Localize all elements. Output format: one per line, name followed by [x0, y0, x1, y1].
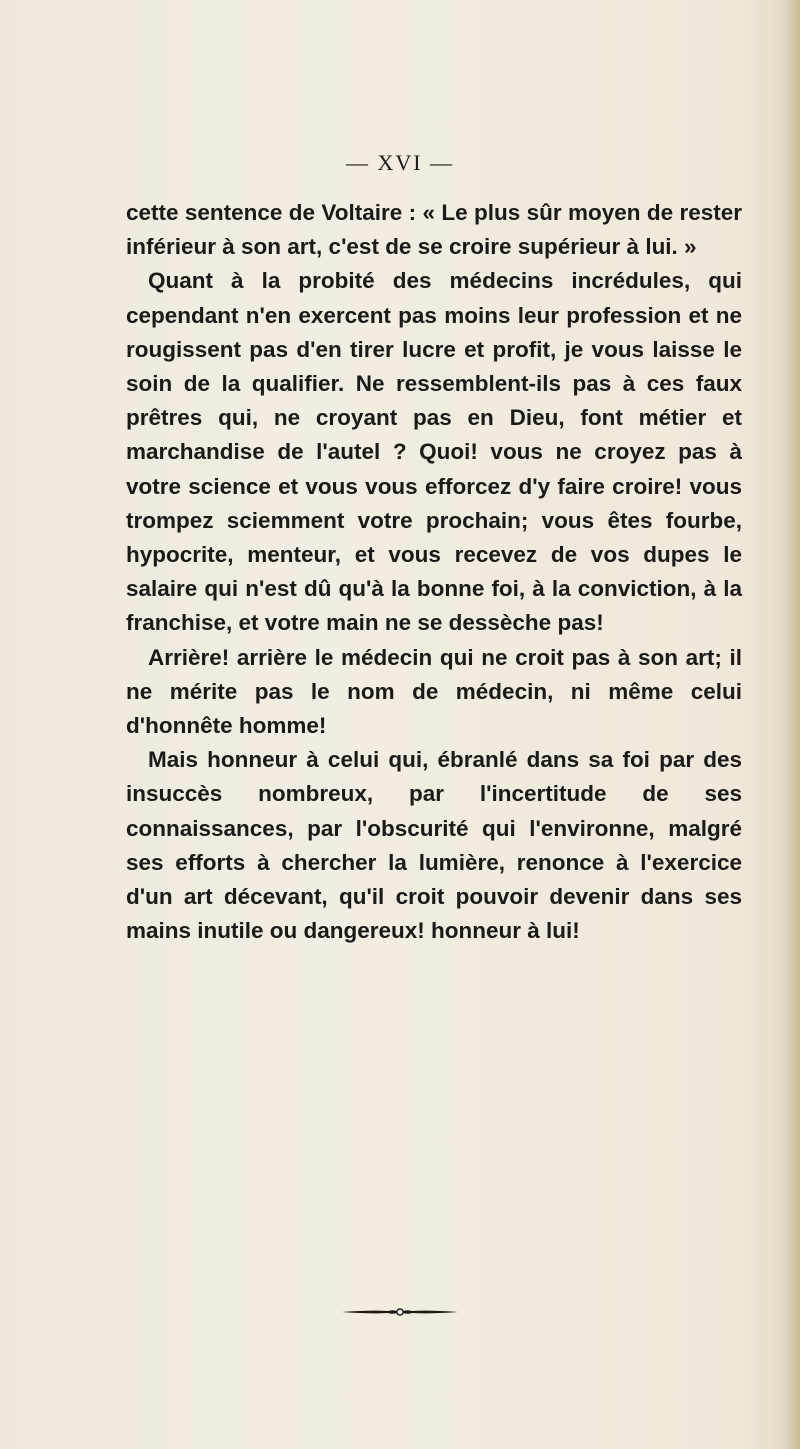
paragraph-3: Arrière! arrière le médecin qui ne croit pas à son art; il ne mérite pas le nom de médecin, ni même celui d'honnête homme! — [126, 644, 742, 739]
page-edge-shadow — [786, 0, 800, 1449]
paragraph-4: Mais honneur à celui qui, ébranlé dans sa foi par des insuccès nombreux, par l'incertitude de ses connaissances, par l'obscurité qui l'environne, malgré ses efforts à chercher la lumière, renonce à l'exercice d'un art décevant, qu'il croit pouvoir devenir dans ses mains inutile ou dangereux! honneur à lui! — [126, 747, 742, 944]
end-ornament — [0, 1305, 800, 1319]
tailpiece-icon — [340, 1305, 460, 1319]
body-text — [126, 196, 742, 948]
paragraph-2: Quant à la probité des médecins incrédules, qui cependant n'en exercent pas moins leur profession et ne rougissent pas d'en tirer lucre et profit, je vous laisse le soin de la qualifier. Ne ressemblent-ils pas à ces faux prêtres qui, ne croyant pas en Dieu, font métier et marchandise de l'autel ? Quoi! vous ne croyez pas à votre science et vous vous efforcez d'y faire croire! vous trompez sciemment votre prochain; vous êtes fourbe, hypocrite, menteur, et vous recevez de vos dupes le salaire qui n'est dû qu'à la bonne foi, à la conviction, à la franchise, et votre main ne se dessèche pas! — [126, 268, 742, 636]
paragraph-1: cette sentence de Voltaire : « Le plus sûr moyen de rester inférieur à son art, c'est de se croire supérieur à lui. » — [126, 200, 742, 260]
running-head: — XVI — — [345, 150, 455, 175]
